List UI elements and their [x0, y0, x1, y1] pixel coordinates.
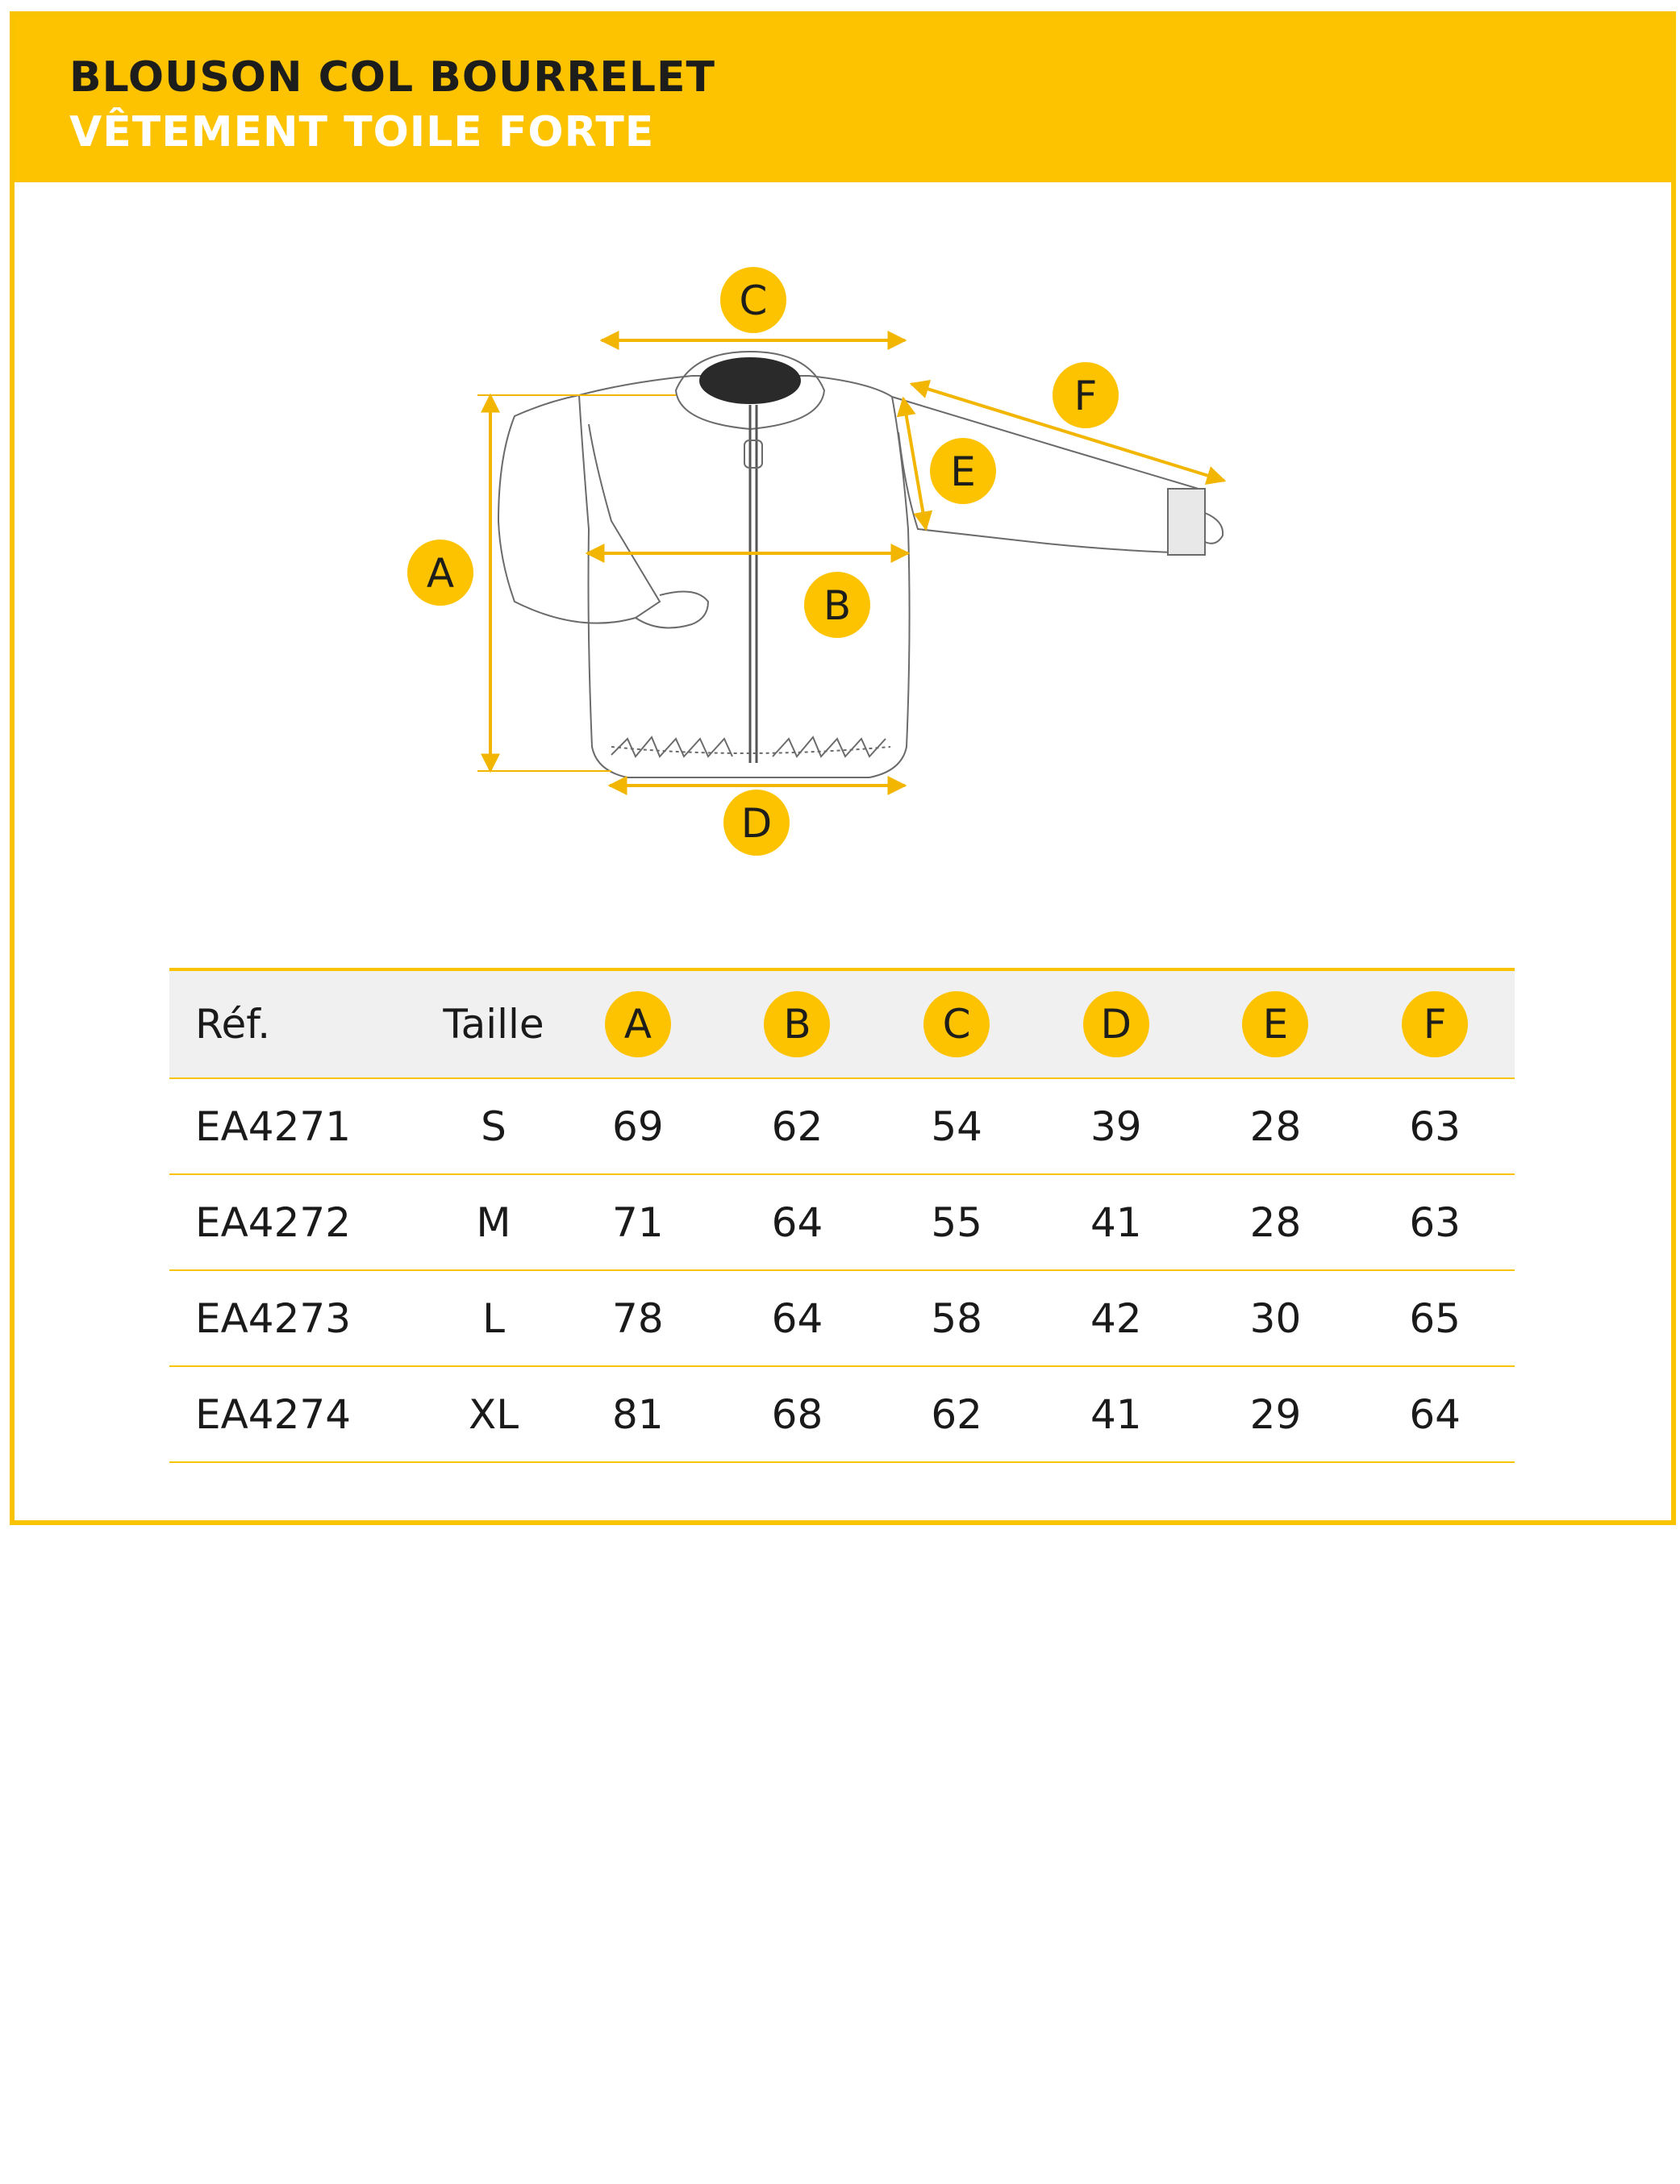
cell-f: 63 [1355, 1078, 1515, 1174]
cell-a: 71 [558, 1174, 718, 1270]
cell-c: 58 [877, 1270, 1036, 1366]
table-row [169, 1174, 1515, 1270]
header-b [718, 969, 878, 1078]
cell-f: 65 [1355, 1270, 1515, 1366]
cell-e: 28 [1196, 1078, 1356, 1174]
header-e [1196, 969, 1356, 1078]
cell-e: 29 [1196, 1366, 1356, 1462]
header-f [1355, 969, 1515, 1078]
header-e-badge: E [1242, 991, 1308, 1057]
cell-b: 68 [718, 1366, 878, 1462]
svg-text:B: B [823, 582, 852, 629]
header-b-badge: B [764, 991, 830, 1057]
header-f-badge: F [1402, 991, 1468, 1057]
svg-text:C: C [739, 277, 768, 324]
cell-size: S [429, 1078, 558, 1174]
table-header-row [169, 969, 1515, 1078]
svg-text:D: D [740, 800, 773, 847]
cell-size: L [429, 1270, 558, 1366]
header-c-badge: C [923, 991, 990, 1057]
svg-text:E: E [950, 448, 976, 495]
cell-ref: EA4273 [169, 1270, 429, 1366]
cell-b: 64 [718, 1270, 878, 1366]
cell-f: 63 [1355, 1174, 1515, 1270]
cell-size: XL [429, 1366, 558, 1462]
size-chart-frame [10, 11, 1676, 1525]
measure-label-f [1053, 362, 1119, 428]
cell-e: 30 [1196, 1270, 1356, 1366]
cell-a: 81 [558, 1366, 718, 1462]
measure-label-d [723, 790, 790, 856]
cell-ref: EA4274 [169, 1366, 429, 1462]
measure-label-b [804, 572, 870, 638]
header-c [877, 969, 1036, 1078]
table-row [169, 1270, 1515, 1366]
cell-c: 54 [877, 1078, 1036, 1174]
header-d [1036, 969, 1196, 1078]
product-title: BLOUSON COL BOURRELET [69, 53, 716, 102]
cell-d: 41 [1036, 1366, 1196, 1462]
cell-ref: EA4271 [169, 1078, 429, 1174]
cell-a: 78 [558, 1270, 718, 1366]
svg-text:A: A [426, 550, 455, 597]
header-size: Taille [429, 969, 558, 1078]
cell-c: 55 [877, 1174, 1036, 1270]
cell-ref: EA4272 [169, 1174, 429, 1270]
cell-d: 42 [1036, 1270, 1196, 1366]
cell-f: 64 [1355, 1366, 1515, 1462]
measure-label-c [720, 267, 786, 333]
measure-label-a [407, 540, 473, 606]
cell-e: 28 [1196, 1174, 1356, 1270]
table-row [169, 1078, 1515, 1174]
cell-a: 69 [558, 1078, 718, 1174]
table-row [169, 1366, 1515, 1462]
cell-b: 64 [718, 1174, 878, 1270]
measure-label-e [930, 438, 996, 504]
jacket-illustration [498, 352, 1223, 777]
cell-c: 62 [877, 1366, 1036, 1462]
header-a [558, 969, 718, 1078]
cell-d: 41 [1036, 1174, 1196, 1270]
size-table [169, 968, 1515, 1463]
header-banner [15, 16, 1671, 182]
cell-d: 39 [1036, 1078, 1196, 1174]
header-d-badge: D [1083, 991, 1149, 1057]
header-a-badge: A [605, 991, 671, 1057]
header-ref: Réf. [169, 969, 429, 1078]
cell-b: 62 [718, 1078, 878, 1174]
svg-text:F: F [1073, 373, 1098, 419]
product-subtitle: VÊTEMENT TOILE FORTE [69, 108, 655, 156]
jacket-measurement-diagram [15, 182, 1671, 908]
cell-size: M [429, 1174, 558, 1270]
